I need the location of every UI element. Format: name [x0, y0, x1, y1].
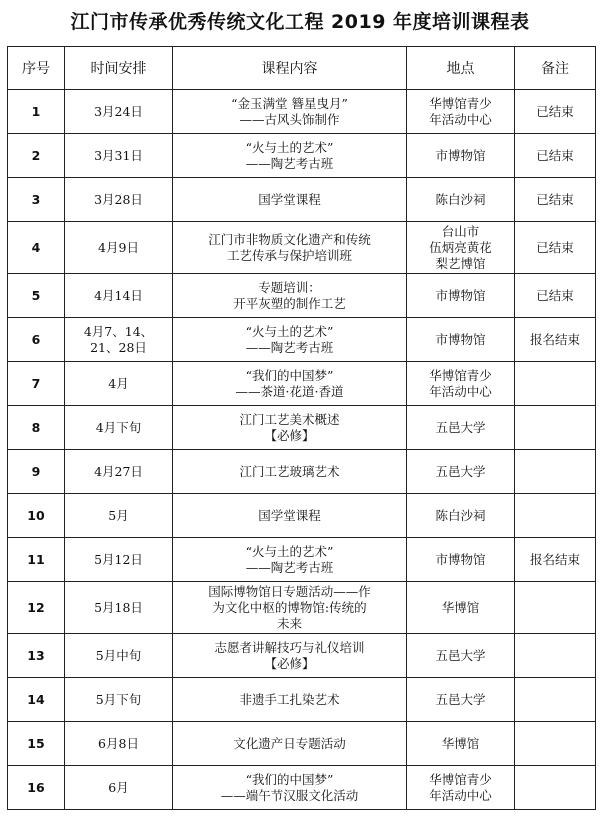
row-number: 11: [8, 538, 65, 582]
row-time-line: 4月9日: [98, 239, 139, 255]
row-note: 报名结束: [515, 538, 596, 582]
row-content-line: “火与土的艺术”: [245, 543, 334, 559]
row-place: [407, 766, 515, 810]
row-note: [515, 722, 596, 766]
row-place-line: 五邑大学: [435, 691, 486, 707]
row-content-line: “我们的中国梦”: [245, 367, 334, 383]
row-note: [515, 678, 596, 722]
table-row: [8, 274, 596, 318]
row-content-line: ——端午节汉服文化活动: [220, 787, 359, 803]
row-time: [65, 178, 173, 222]
row-number: 13: [8, 634, 65, 678]
row-content-line: 江门工艺玻璃艺术: [239, 463, 340, 479]
row-time: [65, 90, 173, 134]
row-content-line: 工艺传承与保护培训班: [226, 247, 352, 263]
row-note: [515, 362, 596, 406]
row-content: [173, 766, 407, 810]
row-content-line: 文化遗产日专题活动: [233, 735, 346, 751]
row-content-line: 志愿者讲解技巧与礼仪培训: [214, 639, 365, 655]
row-content: [173, 634, 407, 678]
row-place-line: 年活动中心: [429, 383, 492, 399]
row-time-line: 4月下旬: [95, 419, 142, 435]
row-content: [173, 178, 407, 222]
row-content: [173, 134, 407, 178]
row-number: 8: [8, 406, 65, 450]
row-time: [65, 538, 173, 582]
header-place: 地点: [407, 47, 515, 90]
table-row: [8, 582, 596, 634]
row-place: [407, 494, 515, 538]
row-content-line: 国学堂课程: [258, 507, 321, 523]
row-place: [407, 90, 515, 134]
row-content-line: 江门市非物质文化遗产和传统: [208, 231, 371, 247]
row-place: [407, 318, 515, 362]
row-note: 已结束: [515, 274, 596, 318]
row-note: 已结束: [515, 90, 596, 134]
row-place-line: 五邑大学: [435, 419, 486, 435]
table-row: [8, 178, 596, 222]
row-note: [515, 766, 596, 810]
row-note: [515, 450, 596, 494]
header-time: 时间安排: [65, 47, 173, 90]
row-content-line: “金玉满堂 簪星曳月”: [231, 95, 348, 111]
row-content-line: 专题培训：: [258, 279, 321, 295]
row-time-line: 21、28日: [90, 339, 147, 355]
schedule-table: [7, 46, 596, 810]
row-content-line: ——茶道·花道·香道: [235, 383, 344, 399]
row-place: [407, 178, 515, 222]
row-content-line: 国学堂课程: [258, 191, 321, 207]
row-content-line: ——陶艺考古班: [245, 339, 334, 355]
row-number: 16: [8, 766, 65, 810]
table-row: [8, 538, 596, 582]
row-time: [65, 722, 173, 766]
row-time: [65, 678, 173, 722]
row-place-line: 华博馆青少: [429, 95, 492, 111]
row-note: [515, 582, 596, 634]
row-number: 1: [8, 90, 65, 134]
row-time-line: 3月28日: [94, 191, 143, 207]
table-row: [8, 134, 596, 178]
row-place: [407, 362, 515, 406]
row-note: 已结束: [515, 134, 596, 178]
table-row: [8, 406, 596, 450]
row-number: 10: [8, 494, 65, 538]
row-time: [65, 318, 173, 362]
row-place-line: 年活动中心: [429, 787, 492, 803]
row-time: [65, 362, 173, 406]
header-no: 序号: [8, 47, 65, 90]
row-place-line: 台山市: [441, 223, 480, 239]
header-note: 备注: [515, 47, 596, 90]
row-time: [65, 494, 173, 538]
row-place: [407, 582, 515, 634]
row-place: [407, 274, 515, 318]
row-number: 15: [8, 722, 65, 766]
row-content-line: “火与土的艺术”: [245, 139, 334, 155]
row-time: [65, 406, 173, 450]
table-header-row: [8, 47, 596, 90]
row-time: [65, 222, 173, 274]
row-time-line: 5月下旬: [95, 691, 142, 707]
row-place-line: 华博馆青少: [429, 771, 492, 787]
row-time-line: 5月中旬: [95, 647, 142, 663]
row-note: [515, 494, 596, 538]
row-number: 14: [8, 678, 65, 722]
header-content: 课程内容: [173, 47, 407, 90]
row-place-line: 五邑大学: [435, 463, 486, 479]
row-time-line: 4月27日: [94, 463, 143, 479]
row-content-line: ——陶艺考古班: [245, 559, 334, 575]
row-place-line: 陈白沙祠: [435, 191, 486, 207]
table-body: [8, 90, 596, 810]
row-content: [173, 222, 407, 274]
row-note: 已结束: [515, 178, 596, 222]
row-content: [173, 362, 407, 406]
row-content: [173, 678, 407, 722]
row-content: [173, 538, 407, 582]
table-row: [8, 494, 596, 538]
row-time: [65, 134, 173, 178]
row-time: [65, 634, 173, 678]
row-content: [173, 406, 407, 450]
row-number: 2: [8, 134, 65, 178]
page-title: 江门市传承优秀传统文化工程 2019 年度培训课程表: [70, 10, 530, 33]
row-place-line: 伍炳亮黄花: [429, 239, 492, 255]
row-place: [407, 134, 515, 178]
row-place-line: 市博物馆: [435, 331, 486, 347]
row-note: 报名结束: [515, 318, 596, 362]
row-content-line: 【必修】: [264, 427, 315, 443]
row-place-line: 陈白沙祠: [435, 507, 486, 523]
row-place: [407, 722, 515, 766]
row-note: [515, 634, 596, 678]
row-place-line: 年活动中心: [429, 111, 492, 127]
row-time-line: 5月: [108, 507, 129, 523]
row-place: [407, 634, 515, 678]
row-content-line: 非遗手工扎染艺术: [239, 691, 340, 707]
row-note: 已结束: [515, 222, 596, 274]
row-content-line: ——陶艺考古班: [245, 155, 334, 171]
row-content: [173, 274, 407, 318]
row-time-line: 5月12日: [94, 551, 143, 567]
row-content-line: 国际博物馆日专题活动——作: [208, 583, 371, 599]
row-content-line: 为文化中枢的博物馆:传统的: [212, 599, 367, 615]
row-content-line: ——古风头饰制作: [239, 111, 340, 127]
row-place-line: 市博物馆: [435, 551, 486, 567]
row-content-line: 江门工艺美术概述: [239, 411, 340, 427]
row-place-line: 华博馆青少: [429, 367, 492, 383]
table-row: [8, 362, 596, 406]
row-number: 6: [8, 318, 65, 362]
table-row: [8, 678, 596, 722]
row-time-line: 4月7、14、: [83, 323, 154, 339]
row-content-line: 未来: [276, 615, 302, 631]
table-row: [8, 90, 596, 134]
row-time-line: 6月: [108, 779, 129, 795]
row-place-line: 华博馆: [441, 735, 480, 751]
row-content-line: 【必修】: [264, 655, 315, 671]
row-place-line: 五邑大学: [435, 647, 486, 663]
row-content: [173, 318, 407, 362]
row-content: [173, 494, 407, 538]
row-time-line: 3月31日: [94, 147, 143, 163]
row-time-line: 4月14日: [94, 287, 143, 303]
table-row: [8, 634, 596, 678]
row-place: [407, 450, 515, 494]
table-row: [8, 222, 596, 274]
row-place: [407, 222, 515, 274]
row-content: [173, 450, 407, 494]
row-content-line: “我们的中国梦”: [245, 771, 334, 787]
table-row: [8, 766, 596, 810]
row-number: 3: [8, 178, 65, 222]
row-time-line: 6月8日: [98, 735, 139, 751]
table-row: [8, 318, 596, 362]
table-row: [8, 450, 596, 494]
row-place: [407, 406, 515, 450]
row-number: 4: [8, 222, 65, 274]
row-time: [65, 274, 173, 318]
row-number: 9: [8, 450, 65, 494]
row-place: [407, 678, 515, 722]
row-number: 5: [8, 274, 65, 318]
table-row: [8, 722, 596, 766]
row-place-line: 市博物馆: [435, 147, 486, 163]
row-time-line: 5月18日: [94, 599, 143, 615]
row-time-line: 3月24日: [94, 103, 143, 119]
row-content: [173, 90, 407, 134]
row-content: [173, 722, 407, 766]
row-time-line: 4月: [108, 375, 129, 391]
row-number: 7: [8, 362, 65, 406]
row-place: [407, 538, 515, 582]
row-place-line: 梨艺博馆: [435, 255, 486, 271]
row-note: [515, 406, 596, 450]
row-place-line: 华博馆: [441, 599, 480, 615]
row-time: [65, 450, 173, 494]
row-time: [65, 582, 173, 634]
row-content: [173, 582, 407, 634]
row-place-line: 市博物馆: [435, 287, 486, 303]
row-number: 12: [8, 582, 65, 634]
row-time: [65, 766, 173, 810]
row-content-line: 开平灰塑的制作工艺: [233, 295, 346, 311]
row-content-line: “火与土的艺术”: [245, 323, 334, 339]
